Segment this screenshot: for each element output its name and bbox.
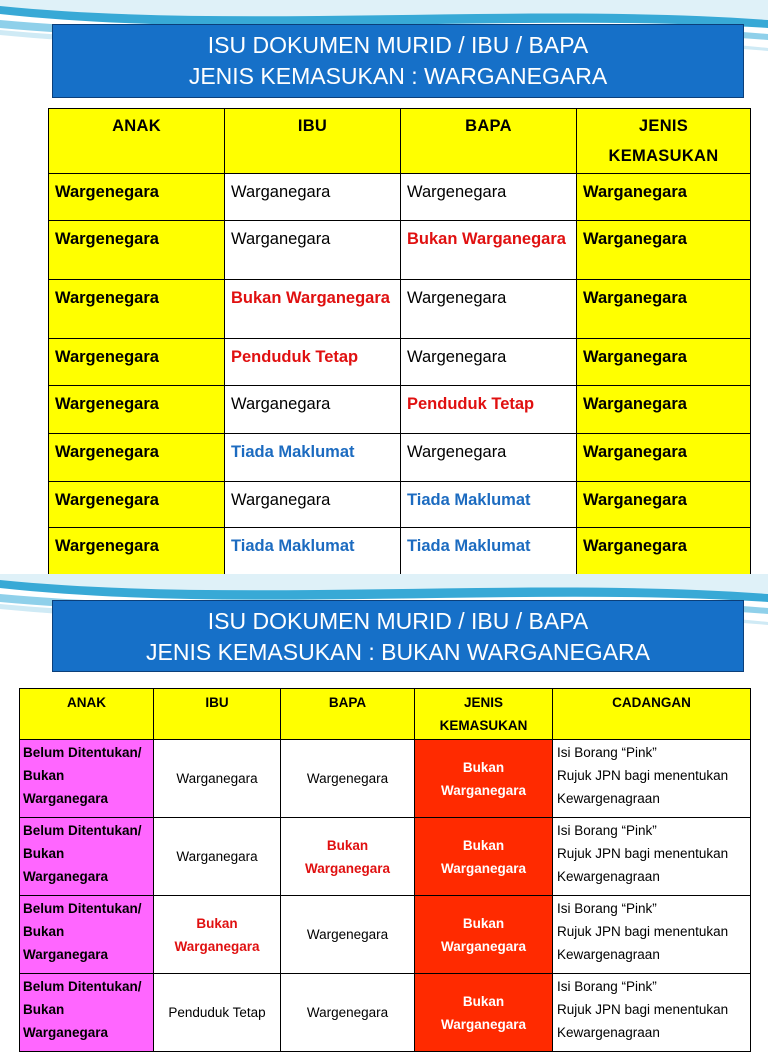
- jenis-line: Bukan: [462, 915, 505, 931]
- cadangan-line: Rujuk JPN bagi menentukan: [557, 768, 729, 783]
- cadangan-line: Isi Borang “Pink”: [557, 979, 657, 994]
- bapa-cell: [281, 740, 415, 818]
- jenis-cell: [415, 818, 553, 896]
- cadangan-line: Rujuk JPN bagi menentukan: [557, 1002, 729, 1017]
- bapa-value: Wargenegara: [407, 183, 507, 201]
- ibu-value: Warganegara: [231, 183, 331, 201]
- ibu-value: Tiada Maklumat: [231, 537, 355, 555]
- header-label: IBU: [205, 695, 229, 710]
- header-label: ANAK: [67, 695, 106, 710]
- bapa-cell: [281, 974, 415, 1052]
- anak-line: Warganegara: [23, 869, 109, 884]
- jenis-cell: [415, 974, 553, 1052]
- anak-cell: [49, 386, 225, 434]
- jenis-line: Warganegara: [440, 1016, 527, 1032]
- table-row: [20, 896, 751, 974]
- bapa-value: Wargenegara: [407, 443, 507, 461]
- anak-line: Belum Ditentukan/: [23, 745, 142, 760]
- bapa-cell: [401, 434, 577, 482]
- header-row: [20, 689, 751, 740]
- bapa-value: Bukan Warganegara: [304, 837, 391, 876]
- ibu-value: Warganegara: [176, 849, 258, 864]
- ibu-cell: [154, 740, 281, 818]
- slide-title: [52, 600, 744, 672]
- ibu-value: Tiada Maklumat: [231, 443, 355, 461]
- jenis-cell: [577, 528, 751, 576]
- bapa-cell: [401, 482, 577, 528]
- jenis-value: Warganegara: [583, 537, 687, 555]
- cadangan-line: Kewargenagraan: [557, 1025, 660, 1040]
- anak-cell: [20, 974, 154, 1052]
- header-cell: [415, 689, 553, 740]
- ibu-value: Bukan Warganegara: [174, 915, 260, 954]
- anak-value: Wargenegara: [55, 348, 159, 366]
- table-row: [49, 280, 751, 339]
- jenis-line: Bukan: [462, 759, 505, 775]
- header-label: ANAK: [112, 117, 161, 135]
- jenis-cell: [415, 896, 553, 974]
- bapa-value: Wargenegara: [306, 771, 389, 786]
- ibu-cell: [225, 386, 401, 434]
- anak-line: Warganegara: [23, 1025, 109, 1040]
- anak-cell: [20, 896, 154, 974]
- ibu-cell: [225, 528, 401, 576]
- anak-value: Wargenegara: [55, 491, 159, 509]
- anak-line: Warganegara: [23, 947, 109, 962]
- jenis-cell: [577, 386, 751, 434]
- anak-cell: [49, 528, 225, 576]
- anak-cell: [49, 434, 225, 482]
- anak-line: Bukan: [23, 768, 65, 783]
- ibu-value: Penduduk Tetap: [231, 348, 359, 366]
- anak-cell: [49, 174, 225, 221]
- jenis-cell: [577, 174, 751, 221]
- slide-bukan-warganegara: [0, 574, 768, 1040]
- jenis-value: Warganegara: [583, 289, 687, 307]
- anak-line: Belum Ditentukan/: [23, 979, 142, 994]
- anak-line: Bukan: [23, 1002, 65, 1017]
- anak-cell: [49, 482, 225, 528]
- header-cell: [154, 689, 281, 740]
- header-cell: [225, 109, 401, 174]
- header-label: IBU: [297, 117, 328, 135]
- anak-cell: [49, 339, 225, 386]
- jenis-value: Warganegara: [583, 443, 687, 461]
- ibu-value: Warganegara: [231, 395, 331, 413]
- bapa-cell: [281, 896, 415, 974]
- ibu-cell: [154, 974, 281, 1052]
- cadangan-cell: [553, 740, 751, 818]
- jenis-line: Bukan: [462, 837, 505, 853]
- cadangan-line: Kewargenagraan: [557, 791, 660, 806]
- cadangan-line: Kewargenagraan: [557, 869, 660, 884]
- bapa-cell: [401, 339, 577, 386]
- bapa-cell: [401, 174, 577, 221]
- table-row: [49, 174, 751, 221]
- header-label: BAPA: [465, 117, 512, 135]
- bapa-value: Wargenegara: [306, 927, 389, 942]
- slide-title: [52, 24, 744, 98]
- header-cell: [553, 689, 751, 740]
- jenis-cell: [577, 221, 751, 280]
- table-row: [49, 221, 751, 280]
- anak-value: Wargenegara: [55, 443, 159, 461]
- ibu-value: Bukan Warganegara: [231, 289, 390, 307]
- table-row: [49, 434, 751, 482]
- cadangan-line: Isi Borang “Pink”: [557, 745, 657, 760]
- title-line-2: JENIS KEMASUKAN : WARGANEGARA: [188, 63, 608, 89]
- ibu-value: Warganegara: [231, 491, 331, 509]
- table-row: [20, 818, 751, 896]
- header-label: CADANGAN: [612, 695, 691, 710]
- header-label: JENIS KEMASUKAN: [608, 117, 719, 165]
- ibu-cell: [225, 280, 401, 339]
- jenis-value: Warganegara: [583, 348, 687, 366]
- header-cell: [49, 109, 225, 174]
- jenis-line: Warganegara: [440, 782, 527, 798]
- bapa-cell: [401, 386, 577, 434]
- header-cell: [281, 689, 415, 740]
- cadangan-line: Isi Borang “Pink”: [557, 901, 657, 916]
- table-row: [49, 528, 751, 576]
- ibu-cell: [225, 339, 401, 386]
- anak-line: Bukan: [23, 846, 65, 861]
- bapa-value: Penduduk Tetap: [407, 395, 535, 413]
- header-cell: [20, 689, 154, 740]
- header-label: JENIS KEMASUKAN: [439, 695, 528, 733]
- table-row: [20, 974, 751, 1052]
- jenis-cell: [577, 339, 751, 386]
- table-row: [49, 482, 751, 528]
- jenis-cell: [577, 434, 751, 482]
- anak-value: Wargenegara: [55, 537, 159, 555]
- anak-line: Warganegara: [23, 791, 109, 806]
- bapa-value: Tiada Maklumat: [407, 491, 531, 509]
- header-label: BAPA: [328, 695, 367, 710]
- ibu-value: Penduduk Tetap: [168, 1005, 266, 1020]
- cadangan-cell: [553, 818, 751, 896]
- anak-value: Wargenegara: [55, 395, 159, 413]
- cadangan-line: Kewargenagraan: [557, 947, 660, 962]
- cadangan-line: Isi Borang “Pink”: [557, 823, 657, 838]
- anak-line: Bukan: [23, 924, 65, 939]
- jenis-line: Warganegara: [440, 860, 527, 876]
- jenis-value: Warganegara: [583, 183, 687, 201]
- title-line-1: ISU DOKUMEN MURID / IBU / BAPA: [207, 32, 589, 58]
- anak-cell: [49, 221, 225, 280]
- anak-value: Wargenegara: [55, 183, 159, 201]
- bapa-cell: [281, 818, 415, 896]
- jenis-value: Warganegara: [583, 230, 687, 248]
- bapa-value: Wargenegara: [407, 289, 507, 307]
- header-row: [49, 109, 751, 174]
- table-row: [20, 740, 751, 818]
- bapa-cell: [401, 221, 577, 280]
- jenis-value: Warganegara: [583, 395, 687, 413]
- anak-line: Belum Ditentukan/: [23, 901, 142, 916]
- jenis-cell: [415, 740, 553, 818]
- ibu-cell: [225, 434, 401, 482]
- warganegara-table: [48, 108, 751, 576]
- anak-line: Belum Ditentukan/: [23, 823, 142, 838]
- table-row: [49, 386, 751, 434]
- bapa-value: Wargenegara: [306, 1005, 389, 1020]
- ibu-cell: [154, 896, 281, 974]
- bapa-cell: [401, 528, 577, 576]
- bapa-cell: [401, 280, 577, 339]
- jenis-value: Warganegara: [583, 491, 687, 509]
- cadangan-cell: [553, 974, 751, 1052]
- anak-cell: [20, 740, 154, 818]
- jenis-line: Warganegara: [440, 938, 527, 954]
- table-row: [49, 339, 751, 386]
- ibu-value: Warganegara: [176, 771, 258, 786]
- ibu-cell: [225, 174, 401, 221]
- anak-cell: [20, 818, 154, 896]
- jenis-cell: [577, 280, 751, 339]
- header-cell: [401, 109, 577, 174]
- ibu-value: Warganegara: [231, 230, 331, 248]
- ibu-cell: [225, 221, 401, 280]
- title-line-1: ISU DOKUMEN MURID / IBU / BAPA: [207, 608, 589, 634]
- bapa-value: Tiada Maklumat: [407, 537, 531, 555]
- bapa-value: Wargenegara: [407, 348, 507, 366]
- anak-value: Wargenegara: [55, 230, 159, 248]
- title-line-2: JENIS KEMASUKAN : BUKAN WARGANEGARA: [146, 639, 650, 665]
- cadangan-line: Rujuk JPN bagi menentukan: [557, 846, 729, 861]
- anak-cell: [49, 280, 225, 339]
- ibu-cell: [154, 818, 281, 896]
- bapa-value: Bukan Warganegara: [407, 230, 566, 248]
- ibu-cell: [225, 482, 401, 528]
- header-cell: [577, 109, 751, 174]
- anak-value: Wargenegara: [55, 289, 159, 307]
- jenis-line: Bukan: [462, 993, 505, 1009]
- bukan-warganegara-table: [19, 688, 751, 1052]
- cadangan-cell: [553, 896, 751, 974]
- jenis-cell: [577, 482, 751, 528]
- cadangan-line: Rujuk JPN bagi menentukan: [557, 924, 729, 939]
